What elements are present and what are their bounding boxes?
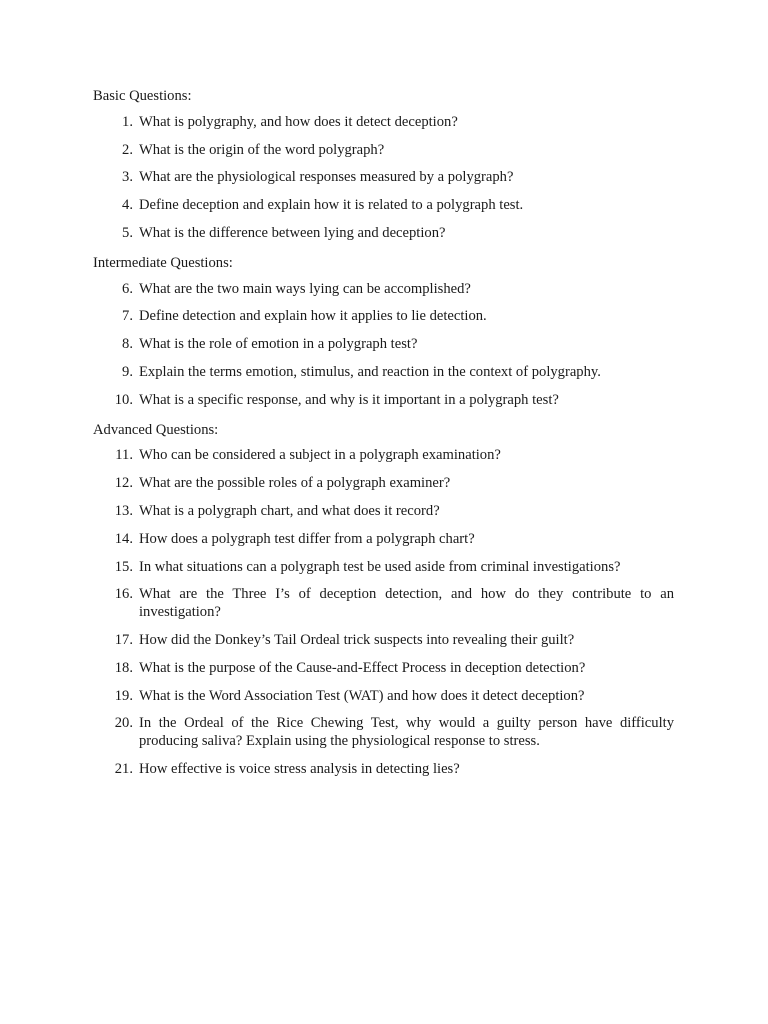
- question-list: [93, 281, 674, 410]
- list-item: [93, 660, 674, 678]
- list-item: [93, 336, 674, 354]
- question-list: [93, 114, 674, 243]
- question-number: 3.: [122, 169, 133, 186]
- question-number: 17.: [114, 631, 133, 648]
- question-number: 14.: [114, 530, 133, 547]
- section-advanced: [93, 420, 674, 779]
- question-text: What is polygraphy, and how does it detect deception?: [139, 113, 458, 130]
- question-number: 9.: [122, 363, 133, 380]
- question-text: Define detection and explain how it applies to lie detection.: [139, 308, 487, 325]
- question-text: What is a polygraph chart, and what does it record?: [139, 502, 440, 519]
- list-item: [93, 281, 674, 299]
- list-item: [93, 225, 674, 243]
- question-number: 15.: [114, 558, 133, 575]
- list-item: [93, 114, 674, 132]
- question-text: What are the Three I’s of deception detection, and how do they contribute to an investigation?: [139, 586, 674, 621]
- list-item: [93, 392, 674, 410]
- question-text: How did the Donkey’s Tail Ordeal trick suspects into revealing their guilt?: [139, 631, 575, 648]
- question-number: 19.: [114, 687, 133, 704]
- question-number: 10.: [114, 391, 133, 408]
- question-text: What are the physiological responses measured by a polygraph?: [139, 169, 514, 186]
- question-text: Explain the terms emotion, stimulus, and reaction in the context of polygraphy.: [139, 363, 601, 380]
- list-item: [93, 475, 674, 493]
- list-item: [93, 308, 674, 326]
- question-number: 5.: [122, 224, 133, 241]
- question-text: In what situations can a polygraph test be used aside from criminal investigations?: [139, 558, 621, 575]
- question-text: What is a specific response, and why is it important in a polygraph test?: [139, 391, 559, 408]
- document-page: [93, 86, 674, 789]
- question-text: Who can be considered a subject in a polygraph examination?: [139, 447, 501, 464]
- list-item: [93, 503, 674, 521]
- question-number: 12.: [114, 475, 133, 492]
- section-heading: Intermediate Questions:: [93, 254, 233, 271]
- question-list: [93, 447, 674, 778]
- question-text: What is the origin of the word polygraph?: [139, 141, 385, 158]
- list-item: [93, 197, 674, 215]
- list-item: [93, 761, 674, 779]
- list-item: [93, 364, 674, 382]
- list-item: [93, 715, 674, 751]
- question-number: 8.: [122, 336, 133, 353]
- list-item: [93, 169, 674, 187]
- section-intermediate: [93, 253, 674, 410]
- question-text: How does a polygraph test differ from a polygraph chart?: [139, 530, 475, 547]
- question-text: Define deception and explain how it is related to a polygraph test.: [139, 197, 524, 214]
- question-number: 18.: [114, 659, 133, 676]
- question-text: What is the Word Association Test (WAT) and how does it detect deception?: [139, 687, 585, 704]
- question-text: What are the two main ways lying can be accomplished?: [139, 280, 471, 297]
- question-number: 20.: [114, 715, 133, 732]
- list-item: [93, 559, 674, 577]
- question-text: What is the difference between lying and deception?: [139, 224, 446, 241]
- question-text: How effective is voice stress analysis in detecting lies?: [139, 760, 460, 777]
- question-text: What are the possible roles of a polygraph examiner?: [139, 475, 451, 492]
- list-item: [93, 632, 674, 650]
- question-number: 6.: [122, 280, 133, 297]
- section-basic: [93, 86, 674, 243]
- question-text: What is the purpose of the Cause-and-Effect Process in deception detection?: [139, 659, 586, 676]
- question-number: 13.: [114, 502, 133, 519]
- list-item: [93, 688, 674, 706]
- question-number: 11.: [115, 447, 133, 464]
- question-number: 2.: [122, 141, 133, 158]
- question-number: 21.: [114, 760, 133, 777]
- section-heading: Advanced Questions:: [93, 421, 219, 438]
- question-number: 4.: [122, 197, 133, 214]
- question-text: What is the role of emotion in a polygraph test?: [139, 336, 418, 353]
- list-item: [93, 142, 674, 160]
- list-item: [93, 586, 674, 622]
- question-number: 16.: [114, 586, 133, 603]
- list-item: [93, 447, 674, 465]
- question-text: In the Ordeal of the Rice Chewing Test, why would a guilty person have difficulty producing saliva? Explain using the physiological response to stress.: [139, 715, 674, 750]
- question-number: 1.: [122, 113, 133, 130]
- section-heading: Basic Questions:: [93, 88, 192, 104]
- list-item: [93, 531, 674, 549]
- question-number: 7.: [122, 308, 133, 325]
